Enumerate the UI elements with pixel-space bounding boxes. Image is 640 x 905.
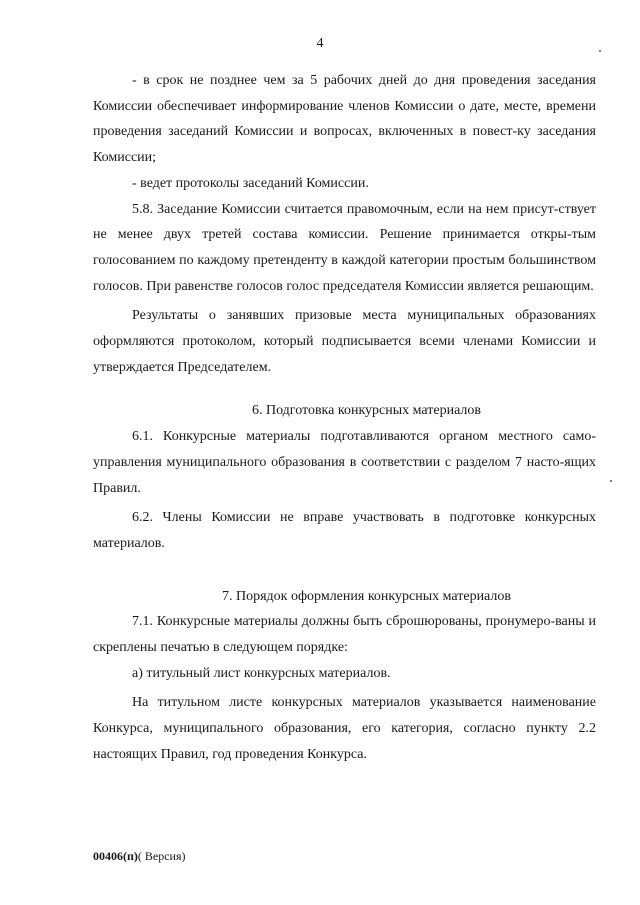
paragraph-title-page: На титульном листе конкурсных материалов указывается наименование Конкурса, муниципального образования, его категория, согласно пункту 2.2 настоящих Правил, год проведения Конкурса.: [93, 695, 596, 762]
document-version: ( Версия): [137, 849, 186, 863]
document-body: [93, 68, 596, 768]
scan-speck: [610, 480, 612, 482]
section-heading-6: 6. Подготовка конкурсных материалов: [251, 403, 482, 419]
paragraph-7-1-a: а) титульный лист конкурсных материалов.: [132, 665, 391, 681]
paragraph-secretary-minutes: - ведет протоколы заседаний Комиссии.: [132, 175, 369, 191]
paragraph-5-8: 5.8. Заседание Комиссии считается правомочным, если на нем присут-ствует не менее двух третей состава комиссии. Решение принимается откры-тым голосованием по каждому претенденту в каждой категории простым большинством голосов. При равенстве голосов голос председателя Комиссии является решающим.: [93, 201, 596, 294]
page-number: 4: [316, 36, 324, 51]
section-heading-7: 7. Порядок оформления конкурсных материалов: [222, 588, 511, 604]
paragraph-secretary-notify: - в срок не позднее чем за 5 рабочих дней до дня проведения заседания Комиссии обеспечивает информирование членов Комиссии о дате, месте, времени проведения заседаний Комиссии и вопросах, включенных в повест-ку заседания Комиссии;: [93, 73, 596, 166]
paragraph-7-1: 7.1. Конкурсные материалы должны быть сброшюрованы, пронумеро-ваны и скреплены печатью в следующем порядке:: [93, 614, 596, 656]
document-code: 00406(п): [93, 849, 138, 863]
document-footer: [93, 849, 186, 864]
paragraph-results: Результаты о занявших призовые места муниципальных образованиях оформляются протоколом, который подписывается всеми членами Комиссии и утверждается Председателем.: [93, 308, 596, 375]
paragraph-6-2: 6.2. Члены Комиссии не вправе участвовать в подготовке конкурсных материалов.: [93, 510, 596, 551]
scan-speck: [599, 50, 601, 52]
paragraph-6-1: 6.1. Конкурсные материалы подготавливаются органом местного само-управления муниципального образования в соответствии с разделом 7 насто-ящих Правил.: [93, 429, 596, 496]
